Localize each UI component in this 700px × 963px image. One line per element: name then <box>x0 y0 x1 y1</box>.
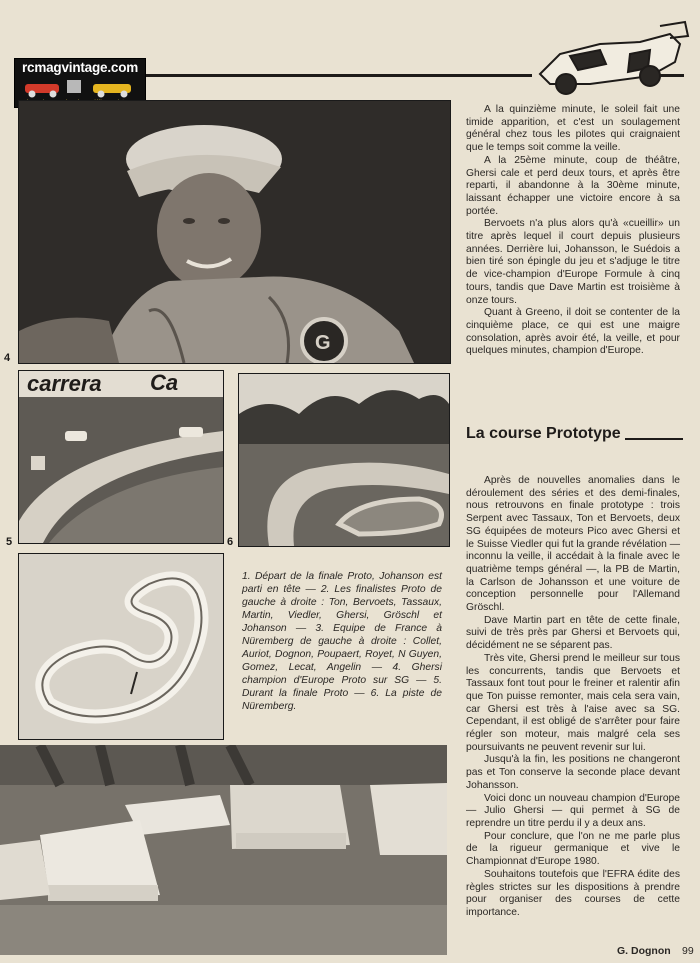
heading-rule <box>625 438 683 440</box>
page-number: 99 <box>682 945 694 957</box>
photo-ghersi-portrait <box>18 100 451 364</box>
photo-number-6: 6 <box>227 536 234 548</box>
photo-race-start <box>18 370 224 544</box>
logo-cars-icon <box>23 76 137 98</box>
svg-text:G: G <box>315 332 331 354</box>
photo-track-nuremberg <box>238 373 450 547</box>
paragraph: A la quinzième minute, le soleil fait une timide apparition, et c'est un soulagement général chez tous les pilotes qui craignaient que le temps soit comme la veille. <box>466 104 680 154</box>
paragraph: Dave Martin part en tête de cette finale, suivi de très près par Ghersi et Bervoets qui, décidément ne se séparent pas. <box>466 614 680 652</box>
banner-ca <box>150 370 220 394</box>
photo-track-layout <box>18 553 224 740</box>
paragraph: Bervoets n'a plus alors qu'à «cueillir» un titre après lequel il court depuis plusieurs années. Derrière lui, Johansson, le Suédois a bien tiré son épingle du jeu et s'adjuge le titre de vice-champion d'Europe Formule à cinq tours, tandis que Dave Martin est troisième à onze tours. <box>466 218 680 306</box>
paragraph: Très vite, Ghersi prend le meilleur sur tous les concurrents, tandis que Bervoets et Tassaux font tout pour le freiner et ralentir afin que Ton puisse remonter, mais cela sera vain, car Ghersi est très à l'aise avec sa SG. Cependant, il est obligé de s'arrêter pour faire régler son moteur, mais malgré cela ses poursuivants ne peuvent revenir sur lui. <box>466 652 680 753</box>
article-column-bottom <box>466 475 680 920</box>
logo-title: rcmagvintage.com <box>21 60 139 75</box>
article-column-top <box>466 104 680 358</box>
banner-carrera: carrera <box>27 371 102 396</box>
author-credit: G. Dognon <box>617 945 671 957</box>
photo-caption: 1. Départ de la finale Proto, Johanson est parti en tête — 2. Les finalistes Proto de gauche à droite : Ton, Bervoets, Tassaux, Martin, Viedler, Ghersi, Gröschl et Johanson — 3. Equipe de France à Nüremberg de gauche à droite : Collet, Auriot, Dognon, Poupaert, Royet, N Guyen, Gomez, Lecat, Angelin — 4. Ghersi champion d'Europe Proto sur SG — 5. Durant la finale Proto — 6. La piste de Nüremberg. <box>242 571 442 712</box>
paragraph: Après de nouvelles anomalies dans le déroulement des séries et des demi-finales, nous retrouvons en finale prototype : trois Serpent avec Tassaux, Ton et Bervoets, deux SG équipées de moteurs Pico avec Ghersi et le Suisse Viedler qui fut la grande révélation — inconnu la veille, il accédait à la finale avec le quatrième temps général —, la PB de Martin, la Carlson de Johansson et une voiture de conception personnelle pour l'Allemand Gröschl. <box>466 475 680 614</box>
paragraph: Jusqu'à la fin, les positions ne changeront pas et Ton conserve la seconde place devant Johansson. <box>466 754 680 791</box>
race-car-illustration <box>530 14 690 102</box>
paragraph: Souhaitons toutefois que l'EFRA édite des règles strictes sur les dispositions à prendre pour organiser des courses de cette importance. <box>466 868 680 918</box>
top-rule <box>142 74 532 77</box>
paragraph: A la 25ème minute, coup de théâtre, Ghersi cale et perd deux tours, et après être reparti, il abandonne à la 30ème minute, laissant échapper une victoire encore à sa portée. <box>466 154 680 217</box>
paragraph: Quant à Greeno, il doit se contenter de la cinquième place, ce qui est une maigre consolation, après avoir été, la veille, et pour quelques minutes, champion d'Europe. <box>466 307 680 357</box>
photo-number-4: 4 <box>4 352 11 364</box>
paragraph: Voici donc un nouveau champion d'Europe — Julio Ghersi — qui permet à SG de reprendre un titre perdu il y a deux ans. <box>466 792 680 829</box>
photo-number-5: 5 <box>6 536 13 548</box>
paragraph: Pour conclure, que l'on ne me parle plus de la rigueur germanique et vive le Championnat d'Europe 1980. <box>466 830 680 868</box>
section-heading: La course Prototype <box>466 425 621 442</box>
photo-proto-cars <box>0 745 447 955</box>
banner-ca-text: Ca <box>150 370 179 394</box>
